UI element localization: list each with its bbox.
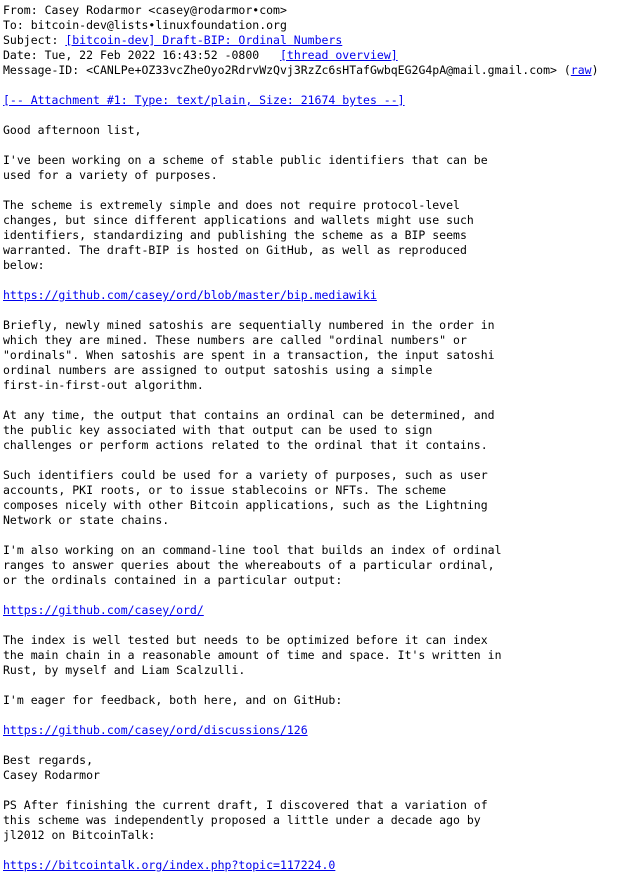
paragraph-line: composes nicely with other Bitcoin applications, such as the Lightning xyxy=(3,498,488,512)
paragraph-line: Such identifiers could be used for a variety of purposes, such as user xyxy=(3,468,488,482)
paragraph-line: first-in-first-out algorithm. xyxy=(3,378,204,392)
ord-repo-link[interactable]: https://github.com/casey/ord/ xyxy=(3,603,204,617)
paragraph-line: changes, but since different applications and wallets might use such xyxy=(3,213,474,227)
from-line xyxy=(3,3,623,18)
subject-label: Subject: xyxy=(3,33,59,47)
paragraph-line: Network or state chains. xyxy=(3,513,170,527)
to-line xyxy=(3,18,623,33)
paragraph-line: the main chain in a reasonable amount of time and space. It's written in xyxy=(3,648,502,662)
paragraph-line: ranges to answer queries about the whereabouts of a particular ordinal, xyxy=(3,558,495,572)
discussion-link-line xyxy=(3,723,623,738)
discussion-link[interactable]: https://github.com/casey/ord/discussions/126 xyxy=(3,723,308,737)
raw-link[interactable]: raw xyxy=(570,63,592,77)
ps-line: jl2012 on BitcoinTalk: xyxy=(3,828,156,842)
from-label: From: xyxy=(3,3,38,17)
bitcointalk-link[interactable]: https://bitcointalk.org/index.php?topic=117224.0 xyxy=(3,858,336,872)
attachment-line xyxy=(3,93,623,108)
to-value: bitcoin-dev@lists•linuxfoundation.org xyxy=(30,18,287,32)
paragraph-line: I've been working on a scheme of stable public identifiers that can be xyxy=(3,153,488,167)
bip-mediawiki-link[interactable]: https://github.com/casey/ord/blob/master/bip.mediawiki xyxy=(3,288,377,302)
paragraph-line: or the ordinals contained in a particular output: xyxy=(3,573,343,587)
raw-open-paren: ( xyxy=(563,63,571,77)
message-id-value: <CANLPe+OZ33vcZheOyo2RdrvWzQvj3RzZc6sHTafGwbqEG2G4pA@mail.gmail.com> xyxy=(86,63,557,77)
paragraph-line: "ordinals". When satoshis are spent in a transaction, the input satoshi xyxy=(3,348,495,362)
paragraph-line: the public key associated with that output can be used to sign xyxy=(3,423,433,437)
paragraph-line: The scheme is extremely simple and does not require protocol-level xyxy=(3,198,460,212)
paragraph-line: ordinal numbers are assigned to output satoshis using a simple xyxy=(3,363,433,377)
paragraph-line: I'm eager for feedback, both here, and on GitHub: xyxy=(3,693,343,707)
paragraph-line: identifiers, standardizing and publishing the scheme as a BIP seems xyxy=(3,228,467,242)
thread-overview-link[interactable]: [thread overview] xyxy=(279,48,398,62)
date-label: Date: xyxy=(3,48,38,62)
paragraph-line: Briefly, newly mined satoshis are sequentially numbered in the order in xyxy=(3,318,495,332)
from-value: Casey Rodarmor <casey@rodarmor•com> xyxy=(44,3,287,17)
ord-repo-link-line xyxy=(3,603,623,618)
to-label: To: xyxy=(3,18,24,32)
paragraph-line: At any time, the output that contains an ordinal can be determined, and xyxy=(3,408,495,422)
attachment-link[interactable]: [-- Attachment #1: Type: text/plain, Size: 21674 bytes --] xyxy=(3,93,405,107)
paragraph-line: Rust, by myself and Liam Scalzulli. xyxy=(3,663,246,677)
message-id-line xyxy=(3,63,623,78)
message-id-label: Message-ID: xyxy=(3,63,80,77)
ps-line: PS After finishing the current draft, I discovered that a variation of xyxy=(3,798,488,812)
ps-line: this scheme was independently proposed a little under a decade ago by xyxy=(3,813,481,827)
paragraph-line: challenges or perform actions related to the ordinal that it contains. xyxy=(3,438,488,452)
date-line xyxy=(3,48,623,63)
paragraph-line: warranted. The draft-BIP is hosted on GitHub, as well as reproduced xyxy=(3,243,467,257)
subject-line xyxy=(3,33,623,48)
paragraph-line: accounts, PKI roots, or to issue stablecoins or NFTs. The scheme xyxy=(3,483,447,497)
signoff-line: Best regards, xyxy=(3,753,94,767)
paragraph-line: which they are mined. These numbers are called "ordinal numbers" or xyxy=(3,333,467,347)
raw-close-paren: ) xyxy=(591,63,599,77)
greeting: Good afternoon list, xyxy=(3,123,142,137)
paragraph-line: The index is well tested but needs to be optimized before it can index xyxy=(3,633,488,647)
email-message xyxy=(3,3,623,873)
paragraph-line: below: xyxy=(3,258,45,272)
paragraph-line: used for a variety of purposes. xyxy=(3,168,218,182)
bip-link-line xyxy=(3,288,623,303)
subject-link[interactable]: [bitcoin-dev] Draft-BIP: Ordinal Numbers xyxy=(65,33,343,47)
bitcointalk-link-line xyxy=(3,858,623,873)
paragraph-line: I'm also working on an command-line tool that builds an index of ordinal xyxy=(3,543,502,557)
signoff-name: Casey Rodarmor xyxy=(3,768,100,782)
date-value: Tue, 22 Feb 2022 16:43:52 -0800 xyxy=(44,48,260,62)
